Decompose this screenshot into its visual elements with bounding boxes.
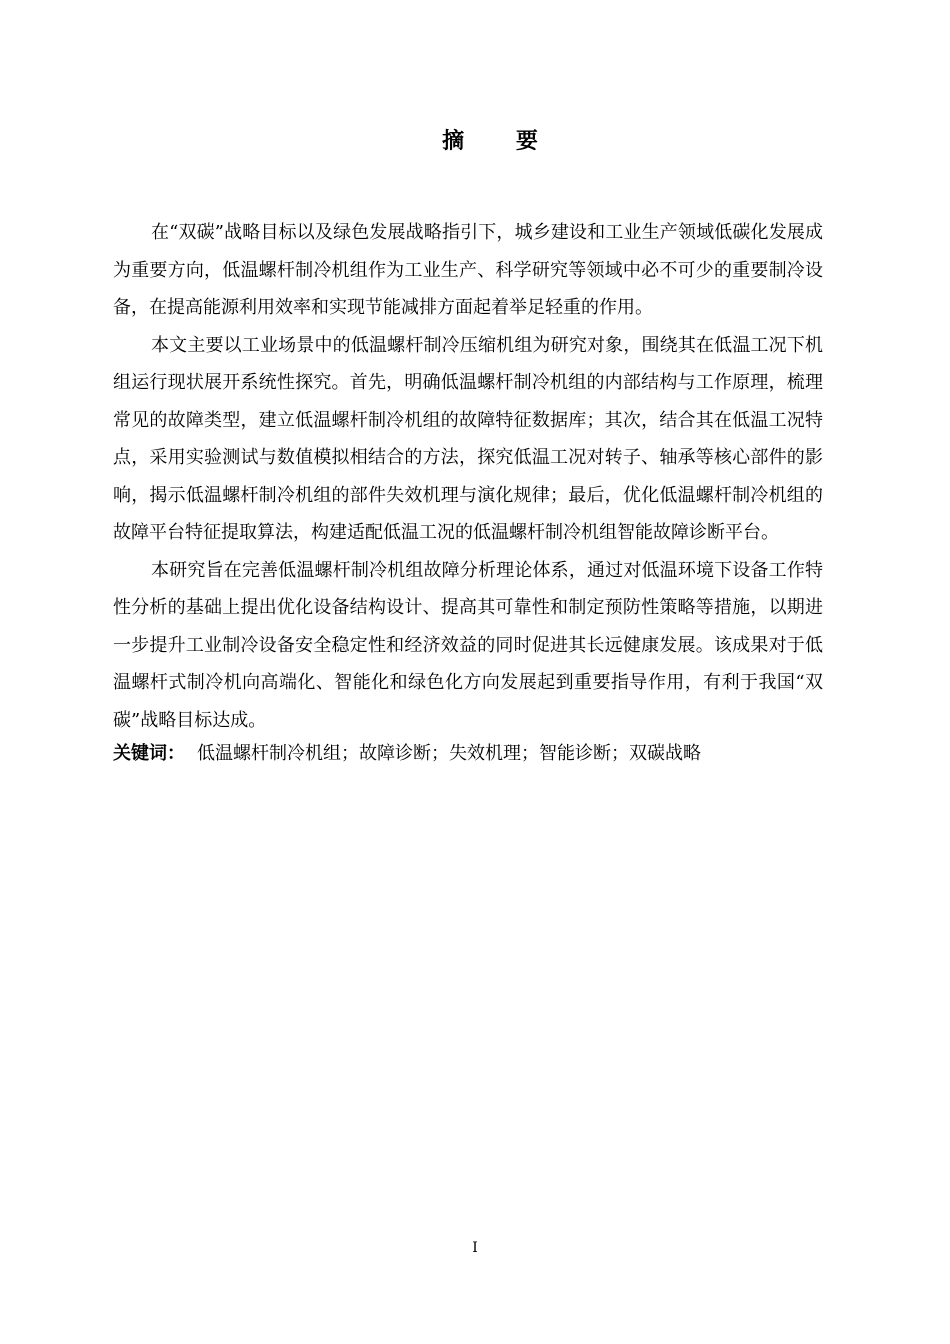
keywords-text: 低温螺杆制冷机组；故障诊断；失效机理；智能诊断；双碳战略 — [197, 743, 701, 764]
keywords-line — [113, 739, 823, 769]
page-number: I — [472, 1240, 478, 1256]
abstract-paragraph-2: 本文主要以工业场景中的低温螺杆制冷压缩机组为研究对象，围绕其在低温工况下机组运行现状展开系统性探究。首先，明确低温螺杆制冷机组的内部结构与工作原理，梳理常见的故障类型，建立低温螺杆制冷机组的故障特征数据库；其次，结合其在低温工况特点，采用实验测试与数值模拟相结合的方法，探究低温工况对转子、轴承等核心部件的影响，揭示低温螺杆制冷机组的部件失效机理与演化规律；最后，优化低温螺杆制冷机组的故障平台特征提取算法，构建适配低温工况的低温螺杆制冷机组智能故障诊断平台。 — [113, 334, 823, 543]
keywords-label: 关键词： — [113, 743, 185, 764]
abstract-paragraph-3: 本研究旨在完善低温螺杆制冷机组故障分析理论体系，通过对低温环境下设备工作特性分析的基础上提出优化设备结构设计、提高其可靠性和制定预防性策略等措施，以期进一步提升工业制冷设备安全稳定性和经济效益的同时促进其长远健康发展。该成果对于低温螺杆式制冷机向高端化、智能化和绿色化方向发展起到重要指导作用，有利于我国“双碳”战略目标达成。 — [113, 559, 823, 731]
abstract-paragraph-1: 在“双碳”战略目标以及绿色发展战略指引下，城乡建设和工业生产领域低碳化发展成为重要方向，低温螺杆制冷机组作为工业生产、科学研究等领域中必不可少的重要制冷设备，在提高能源利用效率和实现节能减排方面起着举足轻重的作用。 — [113, 222, 823, 318]
abstract-body — [113, 214, 823, 769]
page-title: 摘 要 — [442, 129, 560, 154]
